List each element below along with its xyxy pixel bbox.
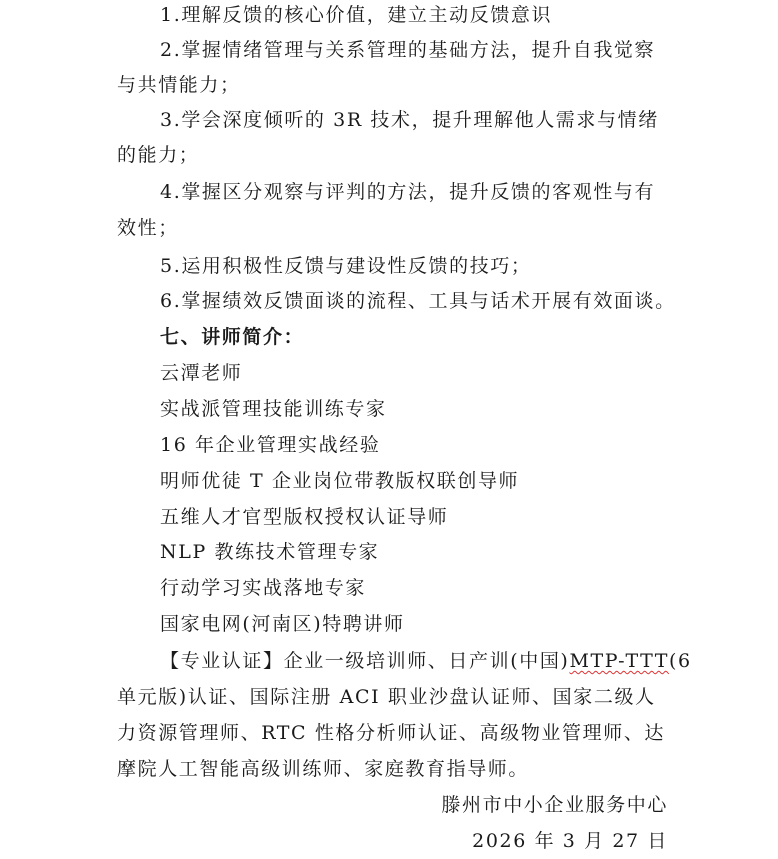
instructor-title-7: 国家电网(河南区)特聘讲师 — [160, 613, 405, 635]
instructor-title-2: 16 年企业管理实战经验 — [160, 434, 381, 456]
certification-line-3: 力资源管理师、RTC 性格分析师认证、高级物业管理师、达 — [117, 722, 666, 744]
instructor-title-4: 五维人才官型版权授权认证导师 — [160, 506, 449, 528]
objective-2: 2.掌握情绪管理与关系管理的基础方法，提升自我觉察 — [160, 39, 656, 61]
footer-date: 2026 年 3 月 27 日 — [472, 830, 668, 852]
certification-line-1-tail: (6 — [668, 650, 692, 672]
objective-4: 4.掌握区分观察与评判的方法，提升反馈的客观性与有 — [160, 181, 656, 203]
spellcheck-marked-text: MTP-TTT — [569, 650, 669, 672]
certification-line-1 — [160, 649, 692, 673]
instructor-title-3: 明师优徒 T 企业岗位带教版权联创导师 — [160, 470, 520, 492]
certification-line-1-text: 【专业认证】企业一级培训师、日产训(中国) — [160, 650, 570, 672]
objective-1: 1.理解反馈的核心价值，建立主动反馈意识 — [160, 4, 553, 26]
footer-organization: 滕州市中小企业服务中心 — [441, 794, 668, 816]
section-heading-instructor: 七、讲师简介： — [160, 326, 305, 348]
objective-5: 5.运用积极性反馈与建设性反馈的技巧； — [160, 255, 532, 277]
objective-4-cont: 效性； — [117, 217, 179, 239]
instructor-name: 云潭老师 — [160, 362, 243, 384]
objective-6: 6.掌握绩效反馈面谈的流程、工具与话术开展有效面谈。 — [160, 290, 676, 312]
objective-3: 3.学会深度倾听的 3R 技术，提升理解他人需求与情绪 — [160, 109, 659, 131]
certification-line-2: 单元版)认证、国际注册 ACI 职业沙盘认证师、国家二级人 — [117, 686, 656, 708]
instructor-title-1: 实战派管理技能训练专家 — [160, 398, 387, 420]
instructor-title-6: 行动学习实战落地专家 — [160, 577, 367, 599]
instructor-title-5: NLP 教练技术管理专家 — [160, 541, 380, 563]
objective-3-cont: 的能力； — [117, 144, 200, 166]
certification-line-4: 摩院人工智能高级训练师、家庭教育指导师。 — [117, 758, 530, 780]
objective-2-cont: 与共情能力； — [117, 74, 241, 96]
